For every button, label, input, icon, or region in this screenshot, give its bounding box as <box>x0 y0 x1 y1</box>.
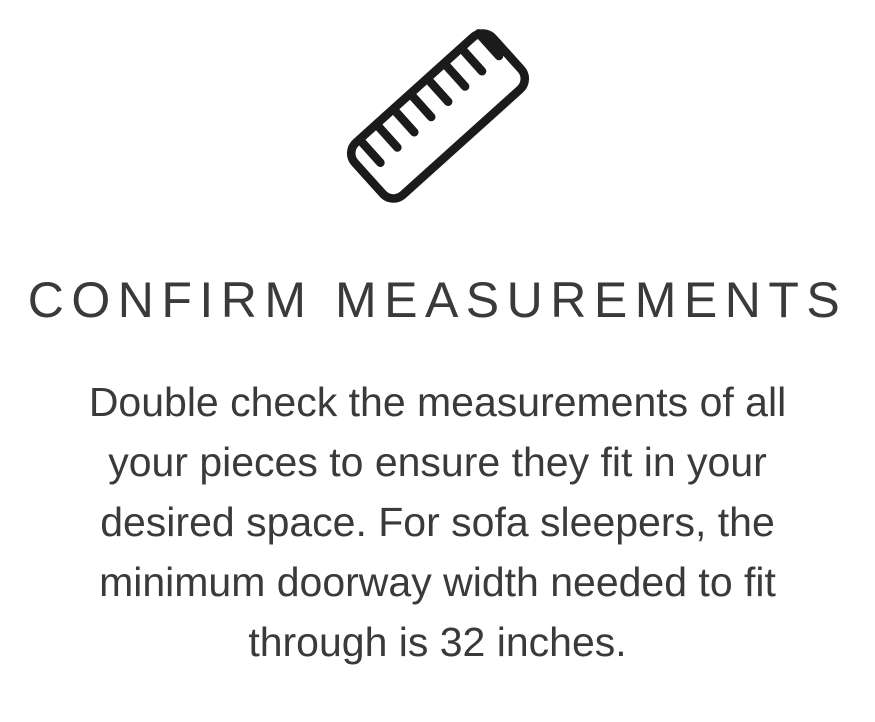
section-description <box>0 372 875 672</box>
ruler-icon <box>338 22 538 210</box>
confirm-measurements-section <box>0 22 875 722</box>
description-line: Double check the measurements of all <box>88 379 787 425</box>
section-heading: CONFIRM MEASUREMENTS <box>27 272 848 328</box>
description-line: your pieces to ensure they fit in your <box>108 439 767 485</box>
description-line: desired space. For sofa sleepers, the <box>100 499 775 545</box>
description-line: through is 32 inches. <box>248 619 627 665</box>
description-line: minimum doorway width needed to fit <box>99 559 776 605</box>
